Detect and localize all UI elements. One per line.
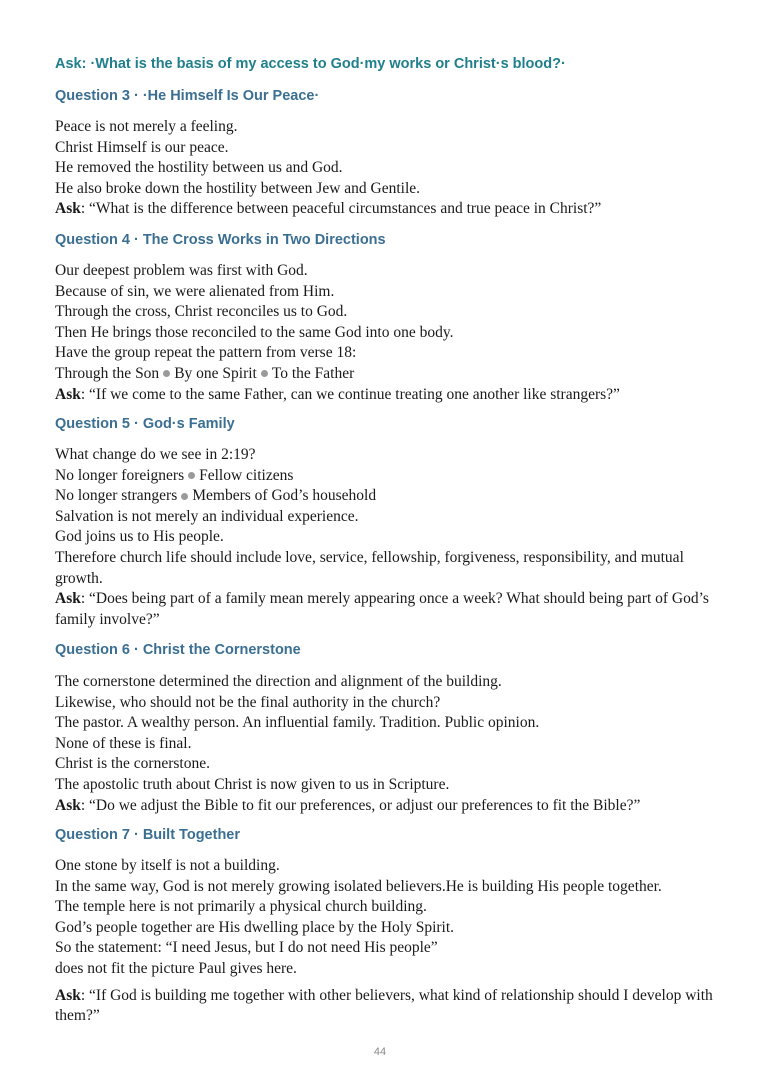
q3-line: Peace is not merely a feeling. (55, 118, 238, 135)
q6-body (55, 672, 735, 816)
top-ask-line: Ask: ·What is the basis of my access to God·my works or Christ·s blood?· (55, 56, 566, 72)
q4-line: Our deepest problem was first with God. (55, 262, 308, 279)
bullet-dot-icon (181, 493, 188, 500)
q3-body (55, 117, 735, 220)
pair-before: No longer strangers (55, 487, 178, 505)
pair-before: No longer foreigners (55, 466, 185, 484)
ask-label: Ask (55, 590, 81, 608)
q6-line: The cornerstone determined the direction and alignment of the building. (55, 673, 502, 690)
q7-line: The temple here is not primarily a physical church building. (55, 898, 427, 916)
pattern-step: To the Father (271, 364, 355, 382)
q6-line: The pastor. A wealthy person. An influential family. Tradition. Public opinion. (55, 714, 540, 732)
q4-heading: Question 4 · The Cross Works in Two Directions (55, 232, 386, 248)
q5-pair (55, 466, 735, 487)
pair-after: Members of God’s household (192, 487, 377, 505)
q6-line: Christ is the cornerstone. (55, 755, 210, 773)
pair-after: Fellow citizens (199, 466, 294, 484)
q4-line: Through the cross, Christ reconciles us to God. (55, 303, 348, 321)
q5-line: What change do we see in 2:19? (55, 446, 256, 463)
ask-label: Ask (55, 200, 81, 218)
bullet-dot-icon (163, 370, 170, 377)
ask-question: : “Do we adjust the Bible to fit our preferences, or adjust our preferences to fit the Bible?” (80, 796, 641, 814)
q7-heading: Question 7 · Built Together (55, 827, 241, 843)
q4-line: Because of sin, we were alienated from Him. (55, 282, 335, 300)
q4-ask (55, 385, 735, 406)
q3-line: He removed the hostility between us and God. (55, 159, 343, 177)
pattern-step: By one Spirit (174, 364, 257, 382)
q3-heading: Question 3 · ·He Himself Is Our Peace· (55, 88, 320, 104)
ask-question: : “What is the difference between peaceful circumstances and true peace in Christ?” (80, 200, 602, 218)
ask-question: : “If God is building me together with other believers, what kind of relationship should I develop with them?” (55, 986, 713, 1025)
q5-paragraph: Therefore church life should include love, service, fellowship, forgiveness, responsibility, and mutual growth. (55, 548, 684, 587)
pattern-step: Through the Son (55, 364, 160, 382)
q6-heading: Question 6 · Christ the Cornerstone (55, 642, 301, 658)
q7-body (55, 856, 735, 1027)
q7-line: does not fit the picture Paul gives here. (55, 959, 297, 977)
q4-line: Then He brings those reconciled to the same God into one body. (55, 323, 454, 341)
ask-label: Ask (55, 796, 81, 814)
ask-question: : “Does being part of a family mean merely appearing once a week? What should being part of God’s family involve?” (55, 590, 709, 628)
q5-pair (55, 486, 735, 507)
q6-line: The apostolic truth about Christ is now given to us in Scripture. (55, 775, 450, 793)
q6-ask (55, 796, 735, 817)
ask-label: Ask (55, 385, 81, 403)
page-number: 44 (373, 1046, 387, 1058)
q6-line: Likewise, who should not be the final authority in the church? (55, 693, 441, 711)
bullet-dot-icon (261, 370, 268, 377)
q3-line: He also broke down the hostility between Jew and Gentile. (55, 179, 421, 197)
q7-ask (55, 986, 735, 1027)
q7-line: In the same way, God is not merely growing isolated believers.He is building His people together. (55, 877, 662, 895)
q7-line: One stone by itself is not a building. (55, 857, 280, 874)
bullet-dot-icon (188, 472, 195, 479)
q5-line: God joins us to His people. (55, 528, 224, 546)
q3-ask (55, 199, 735, 220)
q4-pattern (55, 364, 735, 385)
q5-body (55, 445, 735, 630)
q4-line: Have the group repeat the pattern from verse 18: (55, 344, 357, 362)
q5-heading: Question 5 · God·s Family (55, 416, 235, 432)
q3-line: Christ Himself is our peace. (55, 138, 229, 156)
q7-line: God’s people together are His dwelling place by the Holy Spirit. (55, 918, 455, 936)
ask-label: Ask (55, 986, 81, 1004)
q5-ask (55, 589, 735, 630)
q4-body (55, 261, 735, 405)
q5-line: Salvation is not merely an individual experience. (55, 507, 359, 525)
ask-question: : “If we come to the same Father, can we continue treating one another like strangers?” (80, 385, 620, 403)
q6-line: None of these is final. (55, 734, 192, 752)
q7-line: So the statement: “I need Jesus, but I do not need His people” (55, 939, 438, 957)
